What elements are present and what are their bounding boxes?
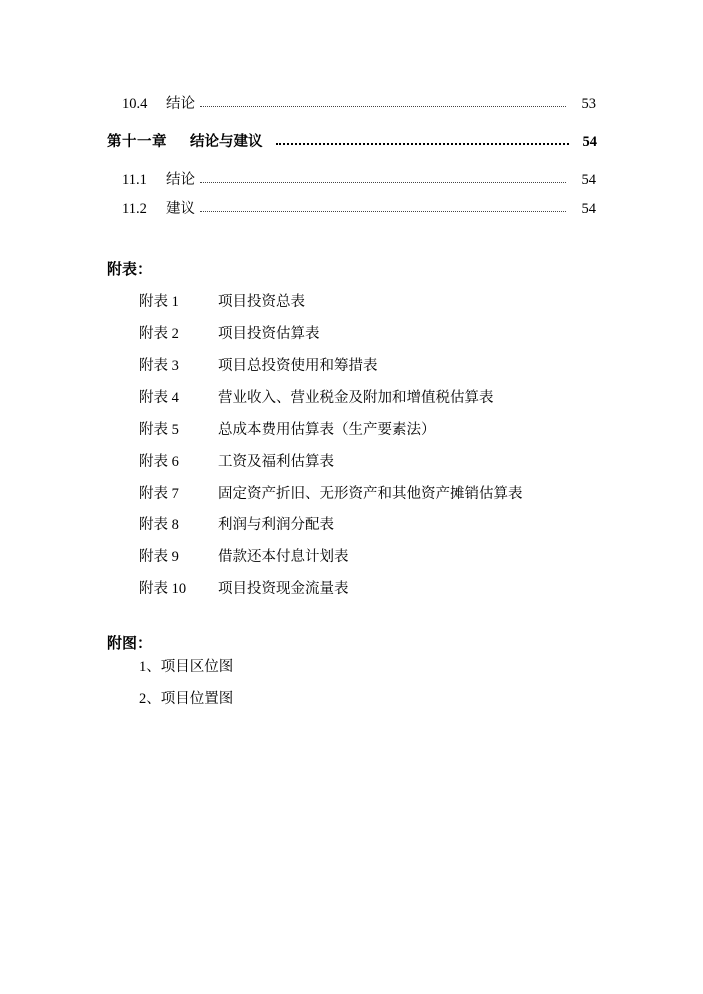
appendix-table-item [0,323,703,345]
toc-entry-number: 11.2 [122,201,147,217]
toc-chapter-11[interactable] [0,131,703,153]
appendix-table-title: 营业收入、营业税金及附加和增值税估算表 [218,390,494,406]
toc-dot-leader [200,106,566,107]
appendix-table-item [0,291,703,313]
appendix-figure-item: 1、项目区位图 [139,659,234,675]
appendix-table-label: 附表 6 [139,454,179,470]
toc-dot-leader [200,182,566,183]
toc-entry-page: 53 [581,96,596,112]
appendix-table-label: 附表 5 [139,422,179,438]
appendix-table-title: 借款还本付息计划表 [218,549,349,565]
toc-entry-number: 10.4 [122,96,148,112]
appendix-table-item [0,419,703,441]
appendix-table-label: 附表 4 [139,390,179,406]
appendix-figures-heading: 附图： [107,636,153,652]
toc-entry-10-4[interactable] [0,93,703,115]
toc-entry-title: 建议 [166,201,195,217]
appendix-table-item [0,387,703,409]
appendix-table-item [0,355,703,377]
appendix-table-label: 附表 2 [139,326,179,342]
toc-entry-number: 11.1 [122,172,147,188]
appendix-table-title: 固定资产折旧、无形资产和其他资产摊销估算表 [218,486,523,502]
toc-entry-page: 54 [581,201,596,217]
appendix-table-label: 附表 9 [139,549,179,565]
toc-entry-11-2[interactable] [0,198,703,220]
toc-entry-11-1[interactable] [0,169,703,191]
appendix-table-label: 附表 8 [139,517,179,533]
appendix-table-title: 项目总投资使用和筹措表 [218,358,378,374]
toc-entry-page: 54 [581,172,596,188]
appendix-table-item [0,514,703,536]
appendix-table-label: 附表 1 [139,294,179,310]
toc-chapter-label: 第十一章 [107,134,167,150]
appendix-table-title: 项目投资总表 [218,294,305,310]
toc-chapter-page: 54 [582,134,597,150]
appendix-table-title: 总成本费用估算表（生产要素法） [218,422,436,438]
toc-entry-title: 结论 [166,96,195,112]
appendix-table-title: 工资及福利估算表 [218,454,334,470]
toc-dot-leader [276,143,569,145]
toc-entry-title: 结论 [166,172,195,188]
appendix-table-title: 项目投资估算表 [218,326,320,342]
appendix-table-item [0,451,703,473]
appendix-table-label: 附表 3 [139,358,179,374]
appendix-table-title: 项目投资现金流量表 [218,581,349,597]
toc-dot-leader [200,211,566,212]
appendix-table-item [0,483,703,505]
appendix-table-item [0,546,703,568]
toc-chapter-title: 结论与建议 [190,134,263,150]
appendix-table-title: 利润与利润分配表 [218,517,334,533]
appendix-table-item [0,578,703,600]
appendix-table-label: 附表 7 [139,486,179,502]
appendix-table-label: 附表 10 [139,581,187,597]
appendix-figure-item: 2、项目位置图 [139,691,234,707]
appendix-tables-heading: 附表： [107,262,153,278]
